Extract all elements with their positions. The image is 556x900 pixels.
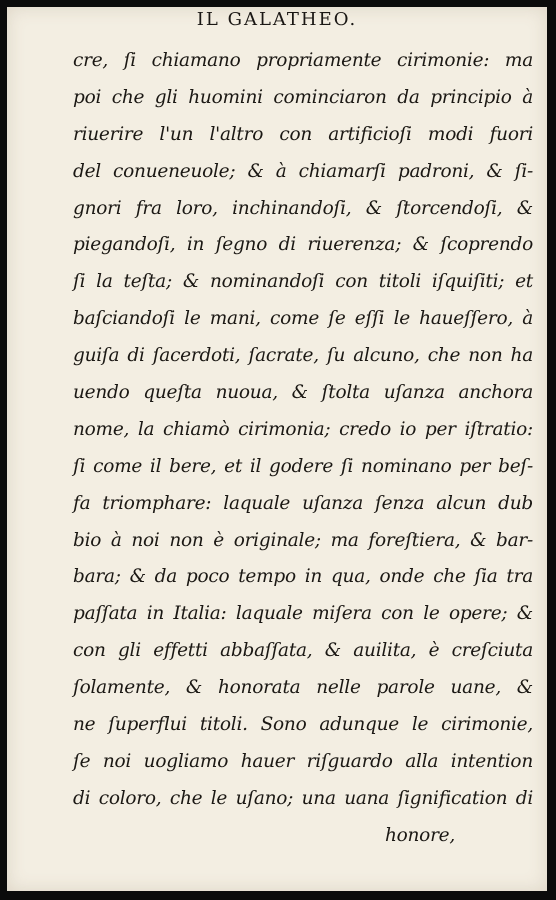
- text-line: guiſa di ſacerdoti, ſacrate, ſu alcuno, che non ha: [73, 345, 533, 367]
- text-line: del conueneuole; & à chiamarſi padroni, & ſi-: [73, 160, 533, 182]
- text-line: piegandoſi, in ſegno di riuerenza; & ſcoprendo: [73, 234, 533, 256]
- text-line: fa triomphare: laquale uſanza ſenza alcun dub: [73, 492, 533, 514]
- text-line: paſſata in Italia: laquale miſera con le opere; &: [73, 603, 533, 625]
- text-line: ſolamente, & honorata nelle parole uane, &: [73, 677, 533, 699]
- text-line: uendo queſta nuoua, & ſtolta uſanza anchora: [73, 382, 533, 404]
- text-line: poi che gli huomini cominciaron da principio à: [73, 86, 533, 108]
- text-line: cre, ſi chiamano propriamente cirimonie: ma: [73, 50, 533, 71]
- text-line: ſe noi uogliamo hauer riſguardo alla intention: [73, 750, 533, 772]
- text-line: bara; & da poco tempo in qua, onde che ſia tra: [73, 566, 533, 588]
- text-line: nome, la chiamò cirimonia; credo io per iſtratio:: [73, 418, 533, 440]
- running-head: IL GALATHEO.: [196, 9, 358, 30]
- text-line: riuerire l'un l'altro con artificioſi modi fuori: [73, 123, 533, 145]
- text-line: ſi come il bere, et il godere ſi nominano per beſ-: [73, 455, 533, 477]
- body-text: [73, 43, 533, 855]
- text-line: ne ſuperflui titoli. Sono adunque le cirimonie,: [73, 714, 533, 736]
- text-line: di coloro, che le uſano; una uana ſignification di: [73, 787, 533, 809]
- text-line: baſciandoſi le mani, come ſe eſſi le haueſſero, à: [73, 308, 533, 330]
- text-line: gnori fra loro, inchinandoſi, & ſtorcendoſi, &: [73, 197, 533, 219]
- text-line: bio à noi non è originale; ma foreſtiera, & bar-: [73, 529, 533, 551]
- text-line: con gli effetti abbaſſata, & auilita, è creſciuta: [73, 640, 533, 662]
- text-line-last: honore,: [384, 824, 455, 846]
- text-line: ſi la teſta; & nominandoſi con titoli iſquiſiti; et: [73, 271, 533, 293]
- book-page: [7, 7, 547, 891]
